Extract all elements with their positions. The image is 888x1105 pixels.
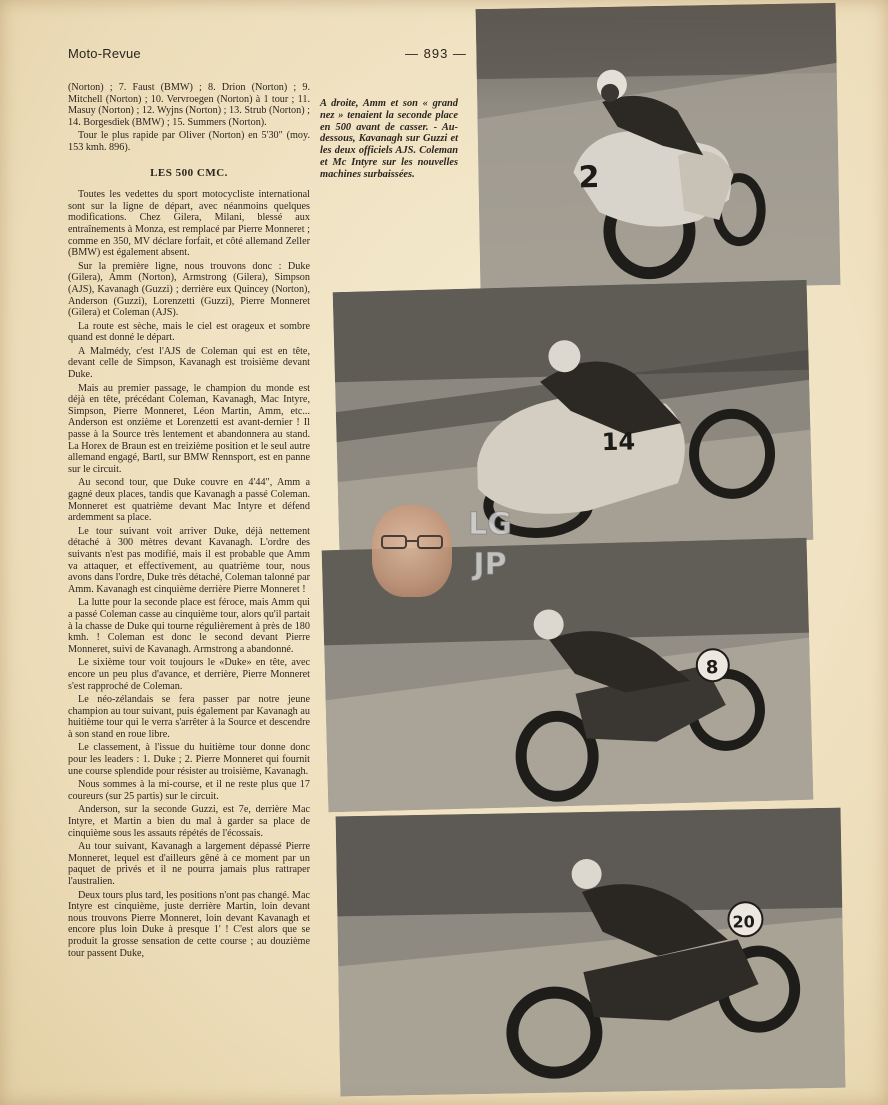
article-paragraph: Toutes les vedettes du sport motocycliste international sont sur la ligne de départ, avec néanmoins quelques modifications. Chez Gilera, Milani, blessé aux entraînements à Monza, est remplacé par Pierre Monneret ; comme en 350, MV déclare forfait, et côté allemand Zeller (BMW) est également absent. — [68, 189, 310, 259]
article-paragraph: Anderson, sur la seconde Guzzi, est 7e, derrière Mac Intyre, et Martin a bien du mal à garder sa place de cinquième sous les assauts répétés de l'écossais. — [68, 804, 310, 839]
photo-caption: A droite, Amm et son « grand nez » tenaient la seconde place en 500 avant de casser. - Au-dessous, Kavanagh sur Guzzi et les deux officiels AJS. Coleman et Mc Intyre sur les nouvelles machines surbaissées. — [320, 98, 458, 180]
race-number: 8 — [705, 657, 719, 679]
page-number: — 893 — — [405, 46, 467, 61]
photo-rider-20 — [336, 808, 846, 1097]
article-paragraph: Le tour suivant voit arriver Duke, déjà nettement détaché à 300 mètres devant Kavanagh. L'ordre des suivants n'est pas modifié, mais il est probable que Amm va attaquer, et effectivement, au quatrième tour, nous avons dans l'ordre, Duke très détaché, Coleman talonné par Amm. Kavanagh est cinquième derrière Pierre Monneret ! — [68, 525, 310, 595]
article-column — [68, 82, 310, 961]
watermark-line-1: LG — [468, 507, 512, 542]
section-heading: LES 500 CMC. — [150, 166, 228, 179]
glasses-icon — [380, 535, 444, 549]
article-paragraph: Sur la première ligne, nous trouvons donc : Duke (Gilera), Amm (Norton), Armstrong (Gilera), Simpson (AJS), Kavanagh (Guzzi) ; derrière eux Quincey (Norton), Anderson (Guzzi), Lorenzetti (Guzzi), Pierre Monneret (Gilera) et Coleman (AJS). — [68, 260, 310, 319]
article-paragraph: La route est sèche, mais le ciel est orageux et sombre quand est donné le départ. — [68, 320, 310, 344]
article-paragraph: Au tour suivant, Kavanagh a largement dépassé Pierre Monneret, lequel est d'ailleurs gêné à ce moment par un paquet de privés et il ne pourra jamais plus rattraper l'australien. — [68, 841, 310, 887]
article-paragraph: Deux tours plus tard, les positions n'ont pas changé. Mac Intyre est cinquième, juste derrière Martin, loin devant nous trouvons Pierre Monneret, loin devant Kavanagh et encore plus loin Duke à presque 1' ! C'est alors que se produit la grosse sensation de cette course ; au douzième tour passent Duke, — [68, 889, 310, 959]
article-paragraph: La lutte pour la seconde place est féroce, mais Amm qui a passé Coleman casse au cinquième tour, alors qu'il partait à la chasse de Duke qui tourne régulièrement à près de 180 kmh. ! Coleman est donc le second devant Pierre Monneret, suivi de Kavanagh. Armstrong a abandonné. — [68, 597, 310, 655]
race-number: 2 — [578, 160, 600, 196]
article-paragraph: Au second tour, que Duke couvre en 4'44", Amm a gagné deux places, tandis que Kavanagh a passé Coleman. Monneret est quatrième devant Mac Intyre et défend ardemment sa place. — [68, 477, 310, 524]
portrait-photo — [372, 505, 452, 597]
article-paragraph: Nous sommes à la mi-course, et il ne reste plus que 17 coureurs (sur 25 partis) sur le circuit. — [68, 779, 310, 802]
results-paragraph: (Norton) ; 7. Faust (BMW) ; 8. Drion (Norton) ; 9. Mitchell (Norton) ; 10. Vervroegen (Norton) à 1 tour ; 11. Masuy (Norton) ; 12. Wyjns (Norton) ; 13. Strub (Norton) ; 14. Borgesdiek (BMW) ; 15. Summers (Norton). — [68, 82, 310, 128]
photo-amm-streamliner — [476, 3, 841, 291]
race-number: 14 — [601, 427, 636, 457]
fastest-lap-paragraph: Tour le plus rapide par Oliver (Norton) en 5'30" (moy. 153 kmh. 896). — [68, 130, 310, 153]
article-paragraph: Le classement, à l'issue du huitième tour donne donc pour les leaders : 1. Duke ; 2. Pierre Monneret qui fournit une course splendide pour résister au troisième, Kavanagh. — [68, 742, 310, 777]
magazine-title: Moto-Revue — [68, 46, 141, 61]
article-paragraph: Mais au premier passage, le champion du monde est déjà en tête, précédant Coleman, Kavanagh, Mac Intyre, Simpson, Pierre Monneret, Léon Martin, Amm, etc... Anderson est onzième et Lorenzetti est avant-dernier ! Il passe à la Source très lentement et abandonnera au stand. La Horex de Braun est en treizième position et le seul autre allemand engagé, Bartl, sur BMW Rennsport, est en panne sur le circuit. — [68, 382, 310, 475]
article-paragraph: Le néo-zélandais se fera passer par notre jeune champion au tour suivant, puis également par Kavanagh au huitième tour qui le verra s'arrêter à la Source et descendre à son stand en roue libre. — [68, 694, 310, 740]
article-paragraph: Le sixième tour voit toujours le «Duke» en tête, avec encore un peu plus d'avance, et derrière, Pierre Monneret s'est rapproché de Coleman. — [68, 657, 310, 692]
watermark-logo — [458, 505, 522, 597]
race-number: 20 — [732, 912, 755, 932]
article-paragraph: A Malmédy, c'est l'AJS de Coleman qui est en tête, devant celle de Simpson, Kavanagh est troisième devant Duke. — [68, 345, 310, 381]
watermark-line-2: JP — [473, 547, 507, 582]
